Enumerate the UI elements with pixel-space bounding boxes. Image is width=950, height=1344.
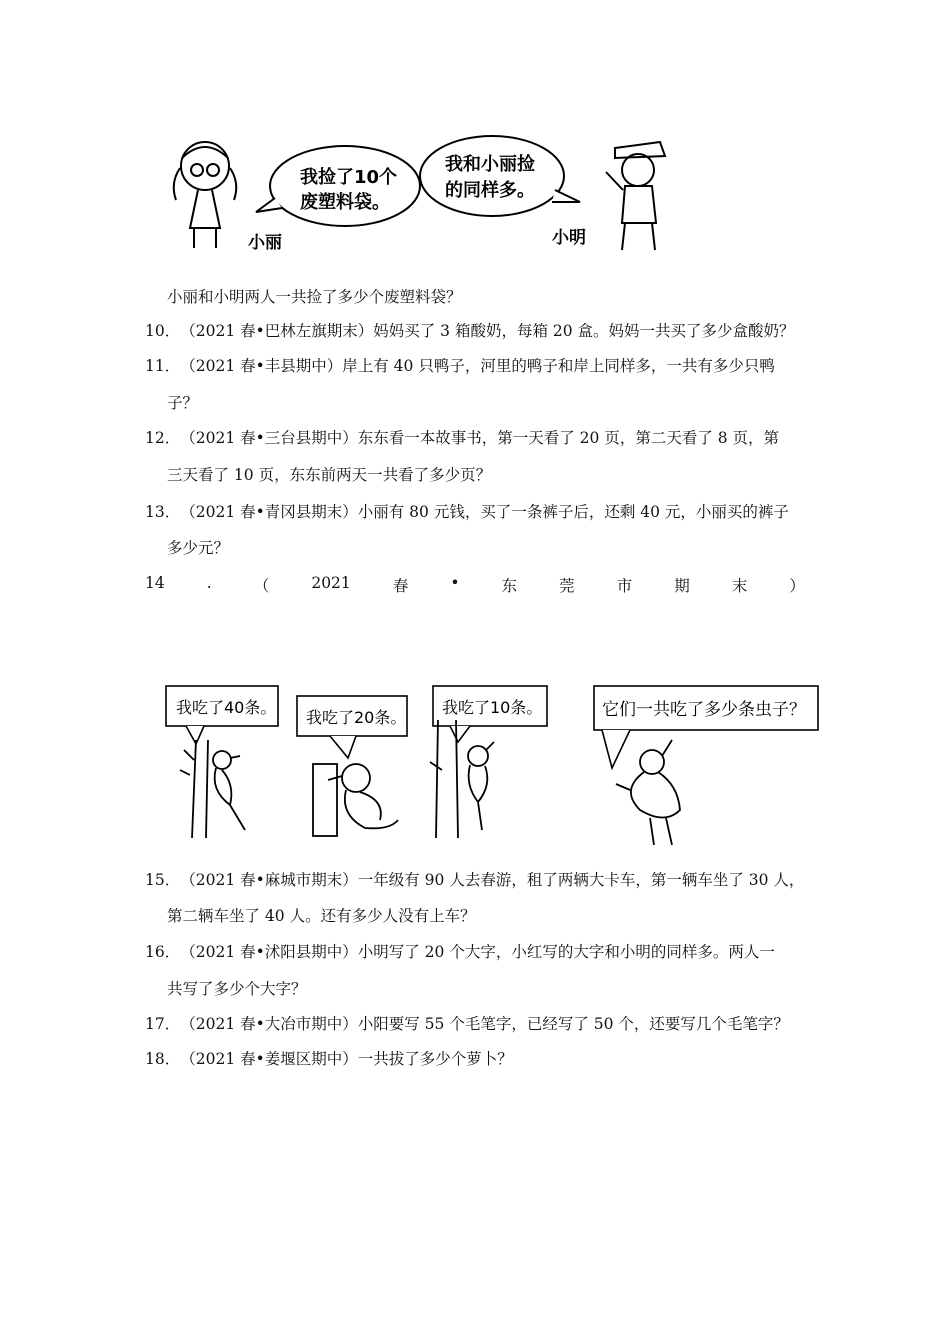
woodpecker-4 [616,740,680,845]
question-number: 13． [145,503,181,521]
question-number: 12． [145,429,181,447]
woodpecker-2 [328,764,398,828]
question-17 [145,1014,789,1034]
question-18 [145,1049,513,1069]
question-11 [145,356,775,376]
q14-part: 东 [501,577,518,595]
question-text: （2021 春•沭阳县期中）小明写了 20 个大字，小红写的大字和小明的同样多。两人一 [180,943,775,961]
bubble-1-text: 我吃了40条。 [176,698,277,717]
question-12-cont: 三天看了 10 页，东东前两天一共看了多少页？ [167,466,492,484]
illustration-woodpeckers [160,680,830,845]
q14-part: 14 [145,574,165,592]
q14-part: 末 [731,577,748,595]
question-10 [145,321,795,341]
question-number: 18． [145,1050,181,1068]
question-13 [145,502,789,522]
tree-1 [180,740,208,838]
boy-bubble-line1: 我和小丽捡 [445,154,535,175]
bubble-2-text: 我吃了20条。 [306,708,407,727]
bubble-4-text: 它们一共吃了多少条虫子？ [602,700,806,720]
question-text: （2021 春•姜堰区期中）一共拔了多少个萝卜？ [180,1050,513,1068]
q14-part: • [450,574,460,592]
question-13-cont: 多少元？ [167,539,230,557]
boy-bubble-line2: 的同样多。 [445,180,535,201]
boy-name: 小明 [552,228,586,248]
question-16 [145,942,775,962]
question-number: 10． [145,322,181,340]
question-11-cont: 子？ [167,394,199,412]
question-15 [145,870,804,890]
girl-bubble-line2: 废塑料袋。 [300,192,390,213]
question-text: （2021 春•大冶市期中）小阳要写 55 个毛笔字，已经写了 50 个，还要写几个毛笔字？ [180,1015,789,1033]
question-15-cont: 第二辆车坐了 40 人。还有多少人没有上车？ [167,907,476,925]
question-text: （2021 春•巴林左旗期末）妈妈买了 3 箱酸奶，每箱 20 盒。妈妈一共买了多少盒酸奶？ [180,322,795,340]
question-12 [145,428,779,448]
question-number: 16． [145,943,181,961]
boy-speech-bubble [420,136,564,216]
question-number: 15． [145,871,181,889]
woodpecker-1 [213,751,245,830]
question-14-header [145,574,805,594]
tree-3 [430,720,458,838]
q14-part: 莞 [559,577,575,595]
girl-name: 小丽 [248,233,282,253]
tree-stump-2 [313,764,337,836]
question-text: （2021 春•三台县期中）东东看一本故事书，第一天看了 20 页，第二天看了 8 页，第 [180,429,780,447]
illustration-girl-boy [160,128,680,258]
bubble-3-text: 我吃了10条。 [442,698,543,717]
girl-figure [174,142,237,248]
q14-part: 市 [616,577,633,595]
q14-part: ） [789,577,805,595]
q14-part: . [206,574,212,592]
boy-figure [606,142,665,250]
girl-bubble-line1: 我捡了10个 [300,167,398,188]
question-text: （2021 春•丰县期中）岸上有 40 只鸭子，河里的鸭子和岸上同样多，一共有多少只鸭 [180,357,775,375]
question-number: 17． [145,1015,181,1033]
question-text: （2021 春•青冈县期末）小丽有 80 元钱，买了一条裤子后，还剩 40 元，小丽买的裤子 [180,503,789,521]
q14-part: 2021 [311,574,351,592]
q14-part: （ [253,577,270,595]
question-16-cont: 共写了多少个大字？ [167,980,307,998]
question-text: （2021 春•麻城市期末）一年级有 90 人去春游，租了两辆大卡车，第一辆车坐了 30 人， [180,871,805,889]
woodpecker-3 [468,742,494,830]
q14-part: 春 [392,577,409,595]
q14-part: 期 [674,577,690,595]
question-number: 11． [145,357,181,375]
question-9-text: 小丽和小明两人一共捡了多少个废塑料袋？ [167,288,462,306]
